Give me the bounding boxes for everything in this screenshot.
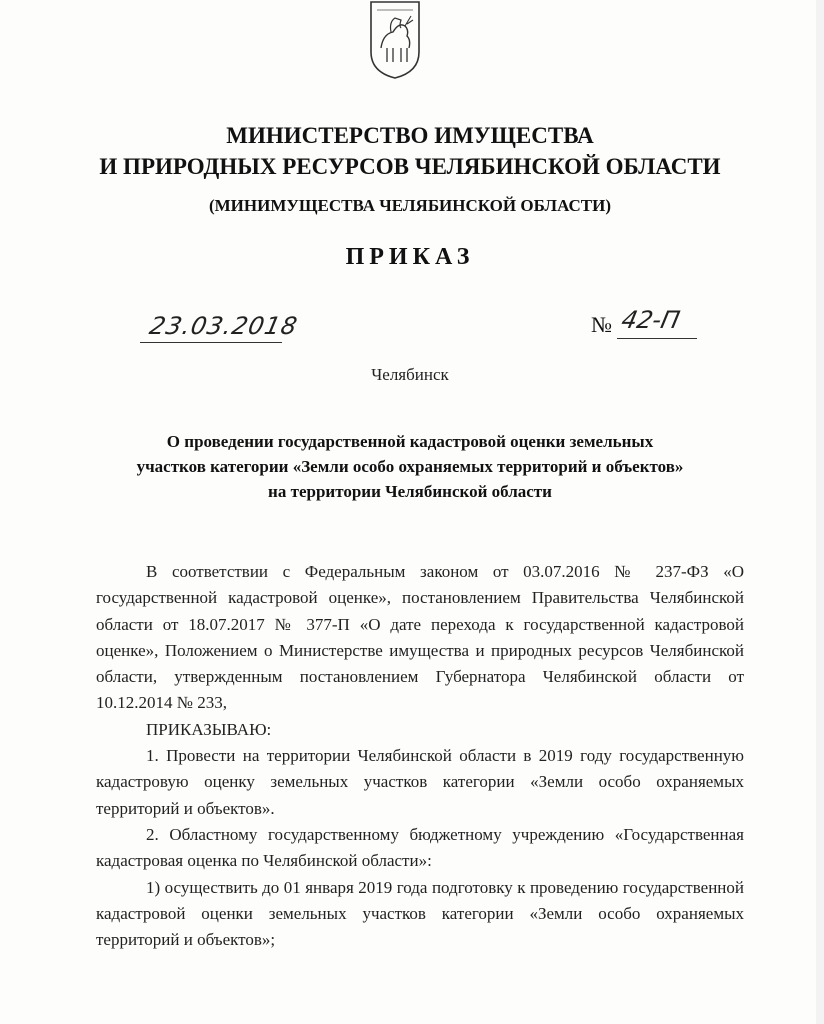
date-underline (140, 342, 282, 343)
order-subject (80, 429, 740, 504)
item-1-paragraph: 1. Провести на территории Челябинской области в 2019 году государственную кадастровую оценку земельных участков категории «Земли особо охраняемых территорий и объектов». (96, 746, 744, 818)
subject-line-1: О проведении государственной кадастровой оценки земельных (166, 432, 654, 451)
ministry-title-line-2: И ПРИРОДНЫХ РЕСУРСОВ ЧЕЛЯБИНСКОЙ ОБЛАСТИ (99, 154, 721, 179)
page-edge (816, 0, 824, 1024)
order-body (96, 559, 744, 953)
handwritten-date: 23.03.2018 (147, 312, 301, 340)
order-word: ПРИКАЗЫВАЮ: (146, 719, 272, 739)
subject-line-2: участков категории «Земли особо охраняемых территорий и объектов» (136, 457, 684, 476)
ministry-title (60, 120, 760, 182)
number-underline (617, 338, 697, 339)
chelyabinsk-coat-of-arms-icon (365, 0, 425, 80)
subject-line-3: на территории Челябинской области (268, 482, 552, 501)
number-label: № (591, 312, 612, 337)
preamble-paragraph: В соответствии с Федеральным законом от 03.07.2016 № 237-ФЗ «О государственной кадастровой оценке», постановлением Правительства Челябинской области от 18.07.2017 № 377-П «О дате перехода к государственной кадастровой оценке», Положением о Министерстве имущества и природных ресурсов Челябинской области, утвержденным постановлением Губернатора Челябинской области от 10.12.2014 № 233, (96, 562, 744, 713)
city: Челябинск (371, 365, 449, 384)
item-2-1-paragraph: 1) осуществить до 01 января 2019 года подготовку к проведению государственной кадастровой оценки земельных участков категории «Земли особо охраняемых территорий и объектов»; (96, 877, 744, 950)
handwritten-number: 42-П (619, 306, 683, 334)
ministry-abbreviation: (МИНИМУЩЕСТВА ЧЕЛЯБИНСКОЙ ОБЛАСТИ) (208, 196, 612, 215)
ministry-title-line-1: МИНИСТЕРСТВО ИМУЩЕСТВА (226, 123, 594, 148)
item-2-paragraph: 2. Областному государственному бюджетному учреждению «Государственная кадастровая оценка по Челябинской области»: (96, 824, 744, 871)
document-type-heading: ПРИКАЗ (345, 244, 475, 270)
